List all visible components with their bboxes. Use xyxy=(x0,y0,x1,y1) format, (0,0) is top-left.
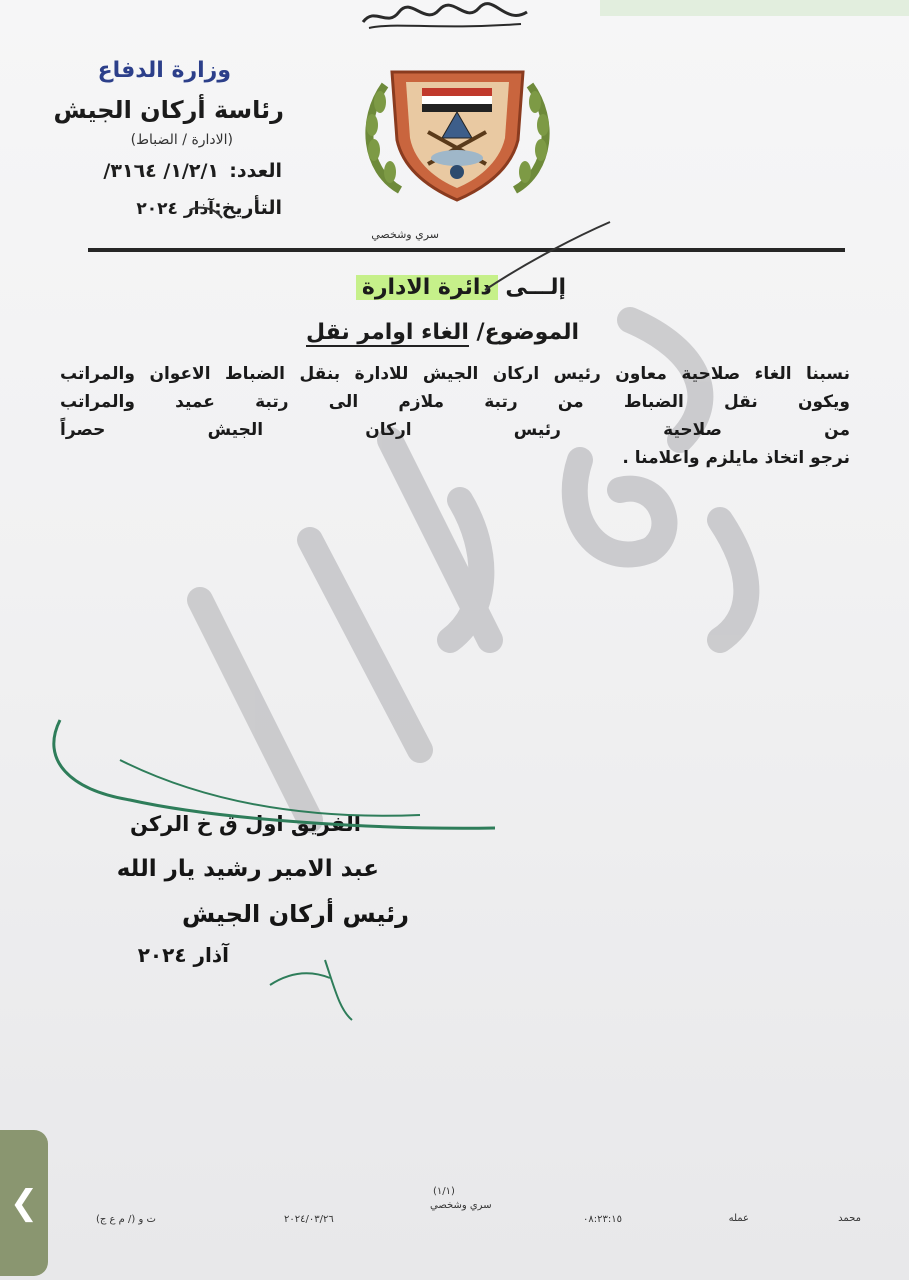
addressee-prefix: إلـــى xyxy=(505,275,566,300)
header-divider xyxy=(88,248,845,252)
body-line: من صلاحية رئيس اركان الجيش حصراً xyxy=(60,420,850,440)
back-button[interactable] xyxy=(0,1130,48,1276)
addressee-line xyxy=(356,275,566,300)
department-name: (الادارة / الضباط) xyxy=(130,132,233,148)
army-staff-name: رئاسة أركان الجيش xyxy=(53,96,284,124)
footer-field: محمد xyxy=(838,1213,861,1224)
date-value: آذار ٢٠٢٤ xyxy=(136,199,214,219)
number-value: /١/٢/١/ ٣١٦٤ xyxy=(103,160,219,182)
number-label: العدد: xyxy=(229,160,282,182)
addressee-recipient: دائرة الادارة xyxy=(356,275,498,300)
basmala-calligraphy xyxy=(355,0,535,34)
body-line: نسبنا الغاء صلاحية معاون رئيس اركان الجيش للادارة بنقل الضباط الاعوان والمراتب xyxy=(60,364,850,384)
date-label: التأريخ: xyxy=(214,197,282,219)
chevron-left-icon: ❮ xyxy=(9,1183,39,1223)
footer-field: عمله xyxy=(728,1213,749,1224)
footer-page-number: (١/١) xyxy=(433,1186,455,1197)
ministry-name: وزارة الدفاع xyxy=(97,58,231,83)
signature-date: آذار ٢٠٢٤ xyxy=(137,943,229,967)
footer-date: ٢٠٢٤/٠٣/٢٦ xyxy=(284,1214,334,1225)
top-edge-strip xyxy=(600,0,909,16)
footer-classification: سري وشخصي xyxy=(430,1200,492,1211)
body-line: نرجو اتخاذ مايلزم واعلامنا . xyxy=(622,448,850,468)
signatory-name: عبد الامير رشيد يار الله xyxy=(116,856,379,882)
subject-line xyxy=(306,320,579,345)
footer-reference: ت و (/ م ع ج) xyxy=(96,1214,156,1225)
letter-body xyxy=(60,360,850,472)
signatory-rank: الفريق اول ق خ الركن xyxy=(130,812,361,836)
body-line: ويكون نقل الضباط من رتبة ملازم الى رتبة عميد والمراتب xyxy=(60,392,850,412)
classification-label: سري وشخصي xyxy=(371,228,439,241)
army-emblem xyxy=(360,60,555,205)
subject-text: الغاء اوامر نقل xyxy=(306,320,469,345)
signatory-title: رئيس أركان الجيش xyxy=(181,900,409,928)
footer-time: ٠٨:٢٣:١٥ xyxy=(583,1214,622,1225)
subject-label: الموضوع/ xyxy=(476,320,579,345)
